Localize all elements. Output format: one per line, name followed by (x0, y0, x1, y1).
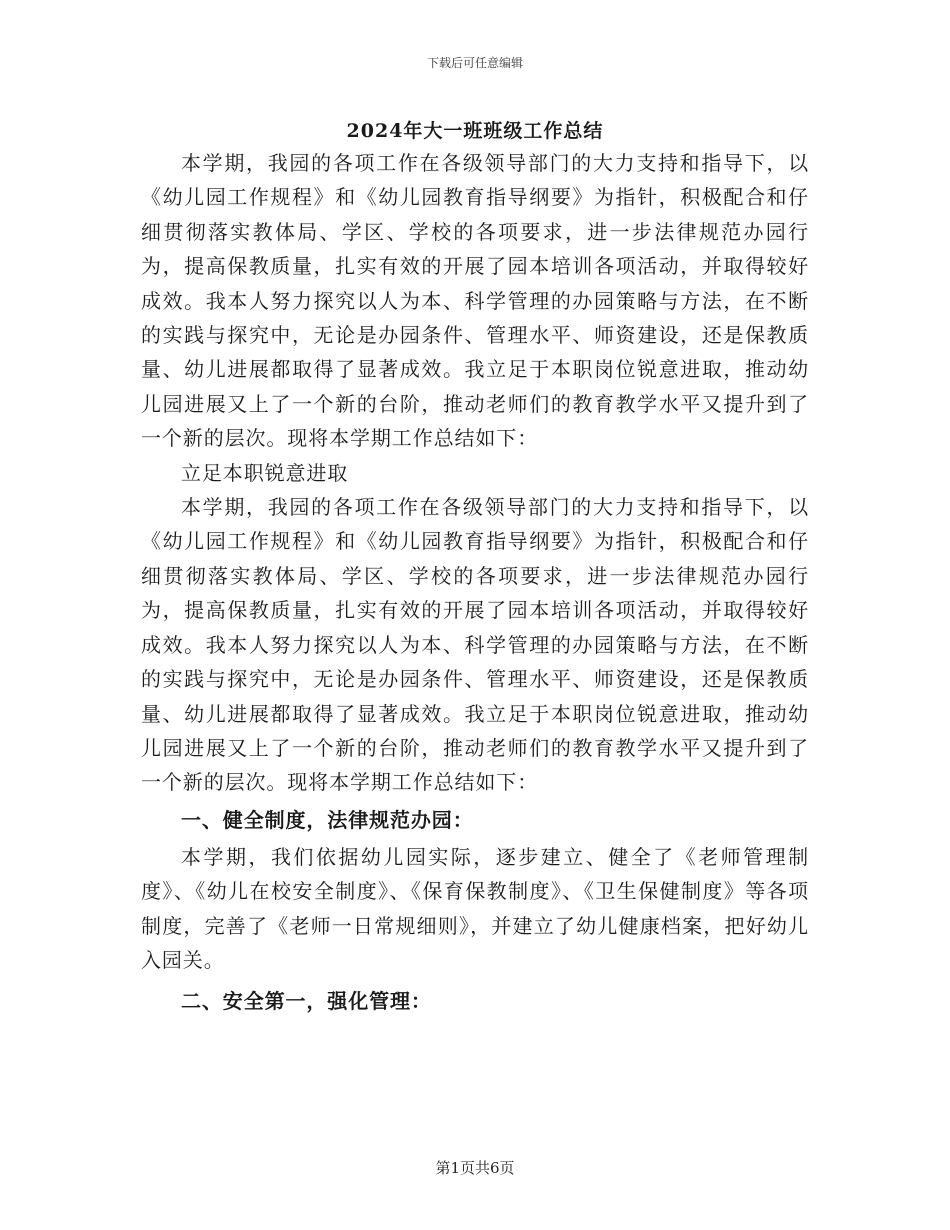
paragraph-intro: 本学期，我园的各项工作在各级领导部门的大力支持和指导下，以《幼儿园工作规程》和《幼儿园教育指导纲要》为指针，积极配合和仔细贯彻落实教体局、学区、学校的各项要求，进一步法律规范办园行为，提高保教质量，扎实有效的开展了园本培训各项活动，并取得较好成效。我本人努力探究以人为本、科学管理的办园策略与方法，在不断的实践与探究中，无论是办园条件、管理水平、师资建设，还是保教质量、幼儿进展都取得了显著成效。我立足于本职岗位锐意进取，推动幼儿园进展又上了一个新的台阶，推动老师们的教育教学水平又提升到了一个新的层次。现将本学期工作总结如下： (141, 151, 809, 451)
section-heading-2: 二、安全第一，强化管理： (181, 989, 432, 1014)
paragraph-repeat: 本学期，我园的各项工作在各级领导部门的大力支持和指导下，以《幼儿园工作规程》和《幼儿园教育指导纲要》为指针，积极配合和仔细贯彻落实教体局、学区、学校的各项要求，进一步法律规范办园行为，提高保教质量，扎实有效的开展了园本培训各项活动，并取得较好成效。我本人努力探究以人为本、科学管理的办园策略与方法，在不断的实践与探究中，无论是办园条件、管理水平、师资建设，还是保教质量、幼儿进展都取得了显著成效。我立足于本职岗位锐意进取，推动幼儿园进展又上了一个新的台阶，推动老师们的教育教学水平又提升到了一个新的层次。现将本学期工作总结如下： (141, 495, 809, 795)
paragraph-rules: 本学期，我们依据幼儿园实际，逐步建立、健全了《老师管理制度》、《幼儿在校安全制度》、《保育保教制度》、《卫生保健制度》等各项制度，完善了《老师一日常规细则》，并建立了幼儿健康档案，把好幼儿入园关。 (141, 844, 809, 972)
header-note: 下载后可任意编辑 (426, 56, 523, 70)
section-heading-1: 一、健全制度，法律规范办园： (181, 807, 474, 832)
paragraph-subheading: 立足本职锐意进取 (181, 460, 349, 485)
document-title: 2024年大一班班级工作总结 (346, 120, 604, 142)
page-number: 第1页共6页 (435, 1159, 515, 1177)
document-body (141, 146, 809, 1021)
